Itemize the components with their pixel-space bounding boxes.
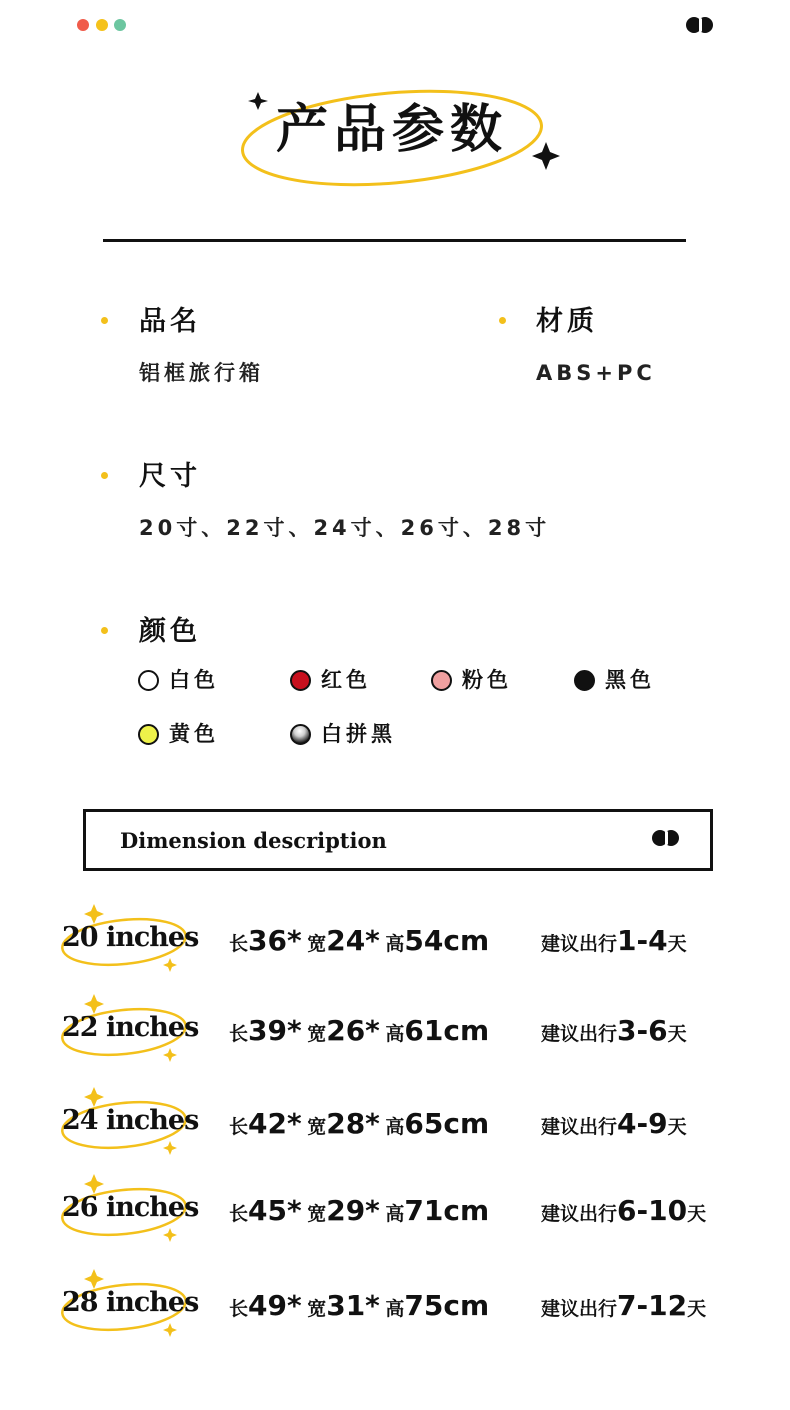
dimension-heading: Dimension description [120, 828, 387, 853]
dimensions-text: 长39* 宽26* 高61cm [229, 1014, 490, 1047]
color-option-white: 白色 [138, 670, 219, 691]
sparkle-icon [163, 1323, 177, 1337]
size-inches-label: 26 inches [62, 1192, 199, 1223]
sparkle-icon [84, 1174, 104, 1194]
dimensions-text: 长45* 宽29* 高71cm [229, 1194, 490, 1227]
size-label: 尺寸 [139, 461, 201, 492]
dimension-row [0, 1267, 790, 1347]
material-label: 材质 [536, 306, 598, 337]
swatch-red [290, 670, 311, 691]
sparkle-icon [84, 1269, 104, 1289]
sparkle-icon [84, 994, 104, 1014]
travel-days-text: 建议出行6-10天 [541, 1194, 707, 1227]
bullet-dot [101, 627, 108, 634]
dimensions-text: 长42* 宽28* 高65cm [229, 1107, 490, 1140]
window-dot-green [114, 19, 126, 31]
window-dot-red [77, 19, 89, 31]
swatch-white-black [290, 724, 311, 745]
sparkle-icon [163, 1228, 177, 1242]
travel-days-text: 建议出行3-6天 [541, 1014, 687, 1047]
color-option-red: 红色 [290, 670, 371, 691]
travel-days-text: 建议出行1-4天 [541, 924, 687, 957]
dimensions-text: 长36* 宽24* 高54cm [229, 924, 490, 957]
double-circle-icon [686, 17, 716, 37]
color-option-black: 黑色 [574, 670, 655, 691]
color-label: 颜色 [139, 616, 201, 647]
sparkle-icon [84, 904, 104, 924]
bullet-dot [101, 472, 108, 479]
size-inches-label: 28 inches [62, 1287, 199, 1318]
title-divider [103, 239, 686, 242]
swatch-pink [431, 670, 452, 691]
sparkle-icon [163, 1048, 177, 1062]
sparkle-icon [163, 958, 177, 972]
dimension-row [0, 992, 790, 1072]
size-inches-label: 20 inches [62, 922, 199, 953]
color-option-pink: 粉色 [431, 670, 512, 691]
travel-days-text: 建议出行4-9天 [541, 1107, 687, 1140]
double-circle-icon [652, 830, 682, 850]
sparkle-icon [84, 1087, 104, 1107]
swatch-yellow [138, 724, 159, 745]
swatch-white [138, 670, 159, 691]
sparkle-icon [163, 1141, 177, 1155]
window-dot-yellow [96, 19, 108, 31]
color-option-white-black: 白拼黑 [290, 724, 396, 745]
swatch-black [574, 670, 595, 691]
dimension-row [0, 1085, 790, 1165]
material-value: ABS+PC [536, 361, 656, 385]
dimension-row [0, 1172, 790, 1252]
name-value: 铝框旅行箱 [139, 361, 264, 385]
bullet-dot [101, 317, 108, 324]
sparkle-icon [532, 142, 560, 170]
color-option-yellow: 黄色 [138, 724, 219, 745]
page-title: 产品参数 [276, 100, 509, 160]
size-value: 20寸、22寸、24寸、26寸、28寸 [139, 516, 551, 540]
name-label: 品名 [139, 306, 201, 337]
bullet-dot [499, 317, 506, 324]
travel-days-text: 建议出行7-12天 [541, 1289, 707, 1322]
dimensions-text: 长49* 宽31* 高75cm [229, 1289, 490, 1322]
sparkle-icon [248, 92, 268, 110]
size-inches-label: 24 inches [62, 1105, 199, 1136]
size-inches-label: 22 inches [62, 1012, 199, 1043]
dimension-description-box [83, 809, 713, 871]
dimension-row [0, 902, 790, 982]
